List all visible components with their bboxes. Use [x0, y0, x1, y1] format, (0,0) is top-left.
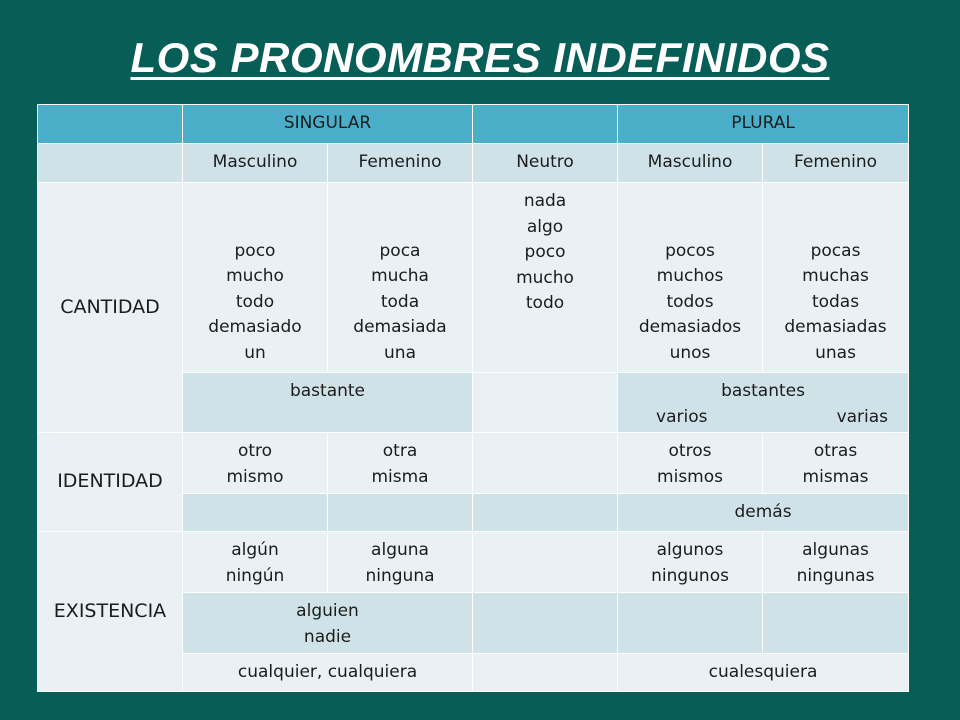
word: demasiadas	[784, 317, 887, 337]
subheader-fem-sg: Femenino	[328, 144, 473, 183]
cell-identidad-fem-pl	[763, 433, 909, 494]
word: alguien	[296, 601, 359, 621]
cell-identidad-fem-sg-blank	[328, 494, 473, 532]
word: demasiados	[638, 317, 742, 337]
subheader-corner	[38, 144, 183, 183]
cell-existencia-sg-common	[183, 593, 473, 654]
cell-existencia-fem-pl-blank	[763, 593, 909, 654]
word: todo	[525, 293, 565, 313]
word: mucha	[371, 266, 429, 286]
word: mucho	[226, 266, 284, 286]
cell-identidad-neutro-blank-2	[473, 494, 618, 532]
header-row	[38, 105, 909, 144]
word: poca	[379, 240, 421, 261]
row-label-identidad: IDENTIDAD	[38, 433, 183, 532]
cell-existencia-masc-pl-blank	[618, 593, 763, 654]
row-label-cantidad: CANTIDAD	[38, 183, 183, 433]
cell-cantidad-pl-common	[618, 373, 909, 433]
cell-identidad-pl-common: demás	[618, 494, 909, 532]
word: misma	[371, 466, 429, 487]
plural-extras	[618, 405, 908, 431]
cell-cantidad-sg-common: bastante	[183, 373, 473, 433]
word: unas	[815, 342, 856, 363]
cell-cantidad-masc-sg	[183, 183, 328, 373]
word: una	[384, 342, 416, 363]
word: bastantes	[721, 381, 805, 401]
word: algo	[526, 216, 564, 237]
word: otros	[668, 441, 712, 461]
cell-existencia-neutro-blank	[473, 532, 618, 593]
subheader-fem-pl: Femenino	[763, 144, 909, 183]
cell-cantidad-masc-pl	[618, 183, 763, 373]
pronouns-table	[37, 104, 909, 692]
cell-identidad-neutro-blank	[473, 433, 618, 494]
word: todo	[235, 291, 275, 312]
cell-existencia-neutro-blank-2	[473, 593, 618, 654]
word: algunas	[802, 540, 869, 560]
cantidad-row	[38, 183, 909, 373]
page-title: LOS PRONOMBRES INDEFINIDOS	[130, 34, 830, 81]
cell-cantidad-fem-pl	[763, 183, 909, 373]
word: poco	[524, 242, 566, 262]
word: varios	[656, 406, 708, 427]
word: algún	[231, 540, 279, 560]
cell-identidad-masc-sg	[183, 433, 328, 494]
cell-existencia-fem-pl	[763, 532, 909, 593]
word: ninguna	[365, 565, 435, 586]
word: un	[244, 342, 266, 363]
cell-existencia-sg-any: cualquier, cualquiera	[183, 654, 473, 692]
header-corner	[38, 105, 183, 144]
cell-existencia-masc-pl	[618, 532, 763, 593]
cell-identidad-masc-sg-blank	[183, 494, 328, 532]
word: nadie	[303, 626, 352, 647]
word: todos	[666, 291, 714, 312]
header-singular: SINGULAR	[183, 105, 473, 144]
cell-existencia-neutro-blank-3	[473, 654, 618, 692]
cell-cantidad-fem-sg	[328, 183, 473, 373]
word: nada	[523, 191, 567, 211]
word: muchas	[802, 266, 869, 286]
word: pocas	[810, 240, 861, 261]
word: ningunos	[651, 565, 729, 586]
identidad-row	[38, 433, 909, 494]
word: mismos	[657, 466, 723, 487]
subheader-masc-sg: Masculino	[183, 144, 328, 183]
header-plural: PLURAL	[618, 105, 909, 144]
word: otro	[237, 441, 273, 461]
subheader-neutro: Neutro	[473, 144, 618, 183]
word: mucho	[516, 267, 574, 288]
row-label-existencia: EXISTENCIA	[38, 532, 183, 692]
cell-identidad-masc-pl	[618, 433, 763, 494]
word: unos	[669, 342, 711, 363]
word: pocos	[665, 240, 715, 261]
cell-existencia-fem-sg	[328, 532, 473, 593]
cell-identidad-fem-sg	[328, 433, 473, 494]
existencia-row	[38, 532, 909, 593]
word: toda	[380, 291, 420, 312]
word: otras	[813, 441, 858, 461]
word: varias	[836, 406, 889, 427]
word: mismas	[802, 466, 869, 487]
word: demasiado	[208, 317, 302, 337]
word: poco	[234, 240, 276, 261]
cell-existencia-masc-sg	[183, 532, 328, 593]
word: demasiada	[353, 317, 447, 337]
word: alguna	[371, 540, 429, 560]
cell-cantidad-neutro	[473, 183, 618, 373]
subheader-row	[38, 144, 909, 183]
word: ningunas	[796, 565, 875, 586]
word: ningún	[225, 565, 285, 586]
word: muchos	[656, 266, 724, 286]
word: mismo	[226, 466, 284, 487]
word: algunos	[656, 540, 724, 560]
cell-existencia-pl-any: cualesquiera	[618, 654, 909, 692]
cell-cantidad-neutro-blank	[473, 373, 618, 433]
subheader-masc-pl: Masculino	[618, 144, 763, 183]
word: todas	[811, 291, 860, 312]
header-neutral-blank	[473, 105, 618, 144]
word: otra	[382, 441, 418, 461]
